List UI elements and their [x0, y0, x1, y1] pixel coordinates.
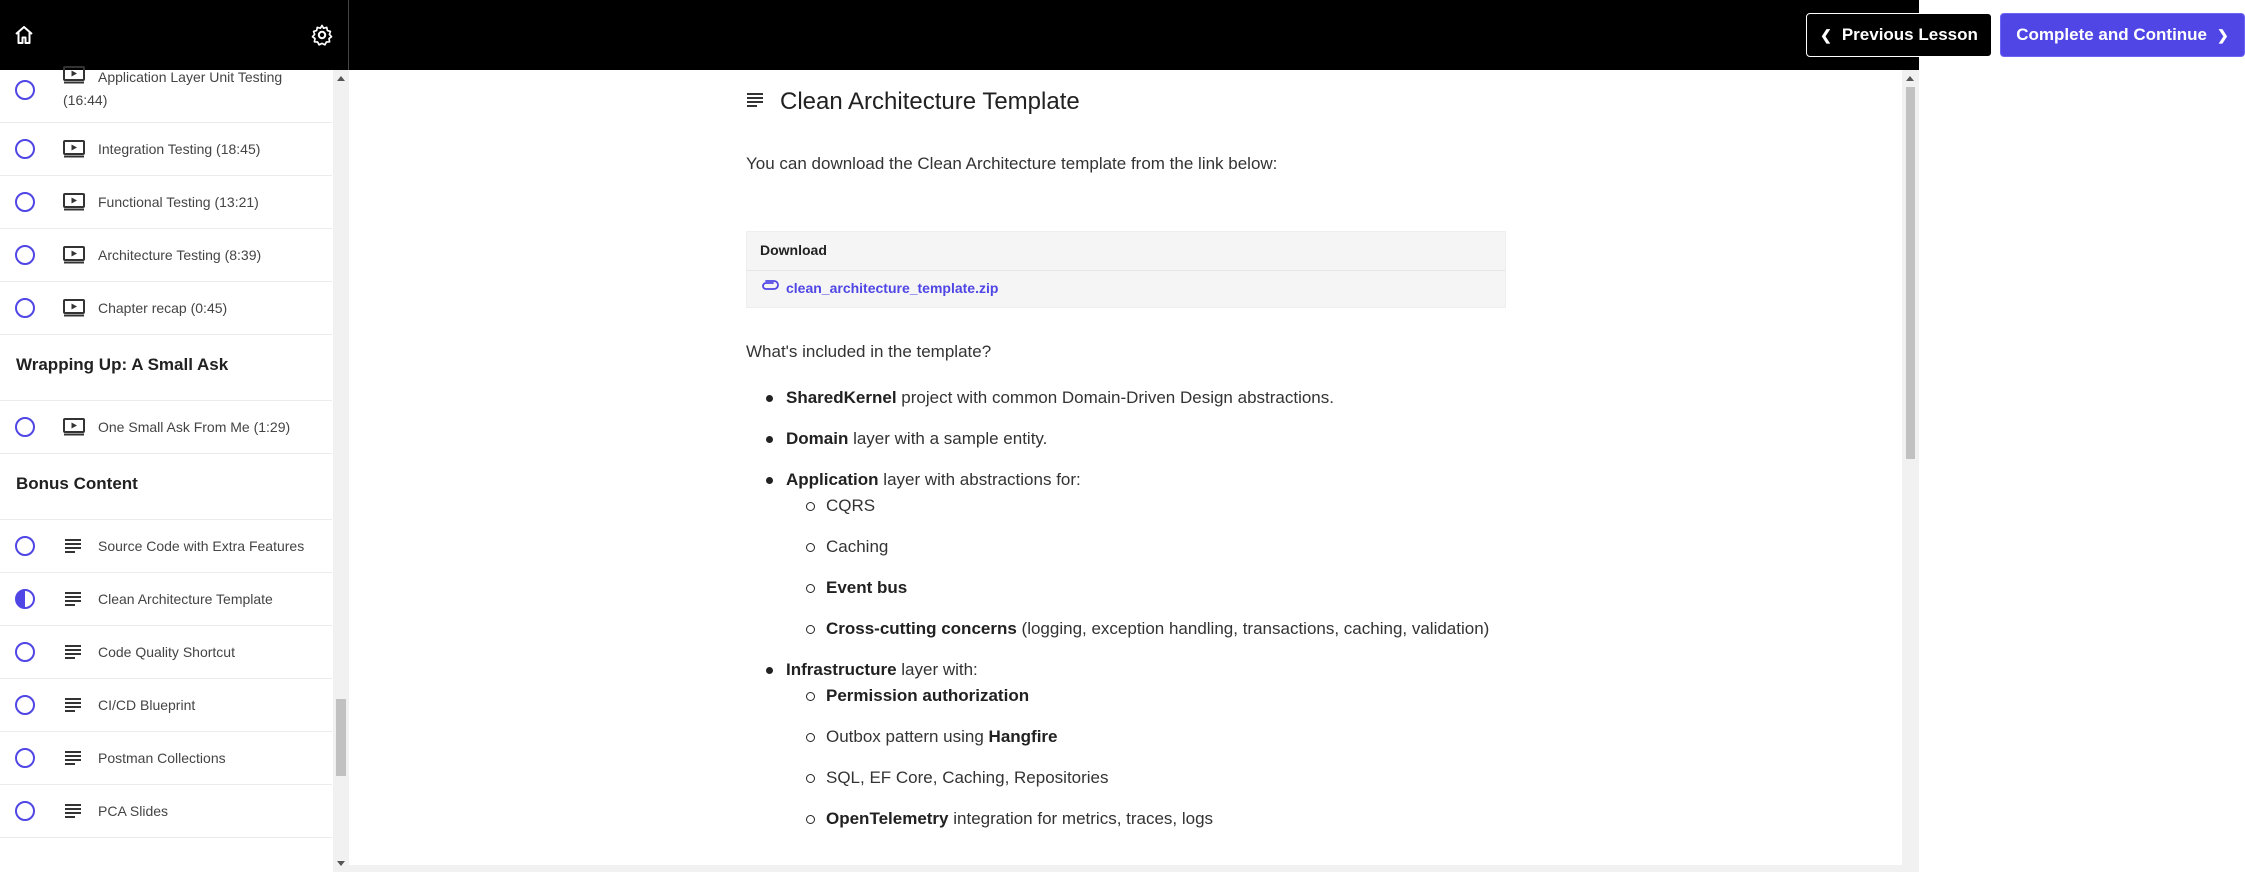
sidebar-lesson-item[interactable] — [0, 60, 332, 123]
list-item-text: Outbox pattern using — [826, 727, 989, 746]
list-item — [746, 467, 1506, 642]
bold-text: Permission authorization — [826, 686, 1030, 705]
sub-list-item — [786, 575, 1506, 601]
sub-list-item — [786, 493, 1506, 519]
video-lesson-icon — [63, 140, 85, 158]
text-lesson-icon — [63, 749, 85, 767]
sub-list-item — [786, 806, 1506, 832]
incomplete-status-icon — [15, 748, 35, 768]
sidebar-lesson-title: Integration Testing (18:45) — [98, 140, 261, 157]
list-item-text: layer with a sample entity. — [848, 429, 1048, 448]
bold-text: Application — [786, 470, 879, 489]
bold-text: SharedKernel — [786, 388, 897, 407]
previous-lesson-label: Previous Lesson — [1841, 25, 1978, 44]
sidebar-lesson-title: Functional Testing (13:21) — [98, 193, 259, 210]
list-item-text: layer with abstractions for: — [878, 470, 1081, 489]
bold-text: OpenTelemetry — [826, 809, 949, 828]
list-item-text: (logging, exception handling, transactions, caching, validation) — [1016, 619, 1490, 638]
incomplete-status-icon — [15, 139, 35, 159]
sidebar-lesson-title: Code Quality Shortcut — [98, 643, 235, 660]
section-title: Bonus Content — [0, 454, 332, 520]
sidebar-lesson-item[interactable] — [0, 785, 332, 838]
incomplete-status-icon — [15, 536, 35, 556]
sidebar-scrollbar[interactable] — [333, 70, 349, 872]
sidebar-lesson-item[interactable] — [0, 573, 332, 626]
text-lesson-icon — [63, 802, 85, 820]
sidebar-lesson-item[interactable] — [0, 282, 332, 335]
sidebar-lesson-title: Chapter recap (0:45) — [98, 299, 228, 316]
text-lesson-icon — [746, 88, 766, 116]
sidebar-scroll-thumb[interactable] — [336, 699, 346, 776]
sidebar-lesson-title: Application Layer Unit Testing (16:44) — [63, 69, 283, 108]
text-lesson-icon — [63, 537, 85, 555]
sidebar-lesson-item[interactable] — [0, 123, 332, 176]
text-lesson-icon — [63, 643, 85, 661]
video-lesson-icon — [63, 418, 85, 436]
paperclip-icon — [760, 279, 780, 296]
sidebar-lesson-item[interactable] — [0, 401, 332, 454]
incomplete-status-icon — [15, 245, 35, 265]
sub-list-item — [786, 683, 1506, 709]
bold-text: Infrastructure — [786, 660, 897, 679]
bold-text: Hangfire — [988, 727, 1058, 746]
sub-list-item — [786, 534, 1506, 560]
sidebar-lesson-item[interactable] — [0, 732, 332, 785]
incomplete-status-icon — [15, 695, 35, 715]
gear-icon[interactable] — [310, 23, 334, 47]
divider — [747, 270, 1505, 271]
sub-list-item — [786, 765, 1506, 791]
top-bar — [349, 0, 2229, 70]
scroll-up-icon[interactable] — [337, 76, 345, 81]
incomplete-status-icon — [15, 642, 35, 662]
sidebar-lesson-title: One Small Ask From Me (1:29) — [98, 418, 291, 435]
scroll-up-icon[interactable] — [1906, 76, 1914, 81]
sub-list — [786, 683, 1506, 832]
incomplete-status-icon — [15, 80, 35, 100]
list-item-text: integration for metrics, traces, logs — [948, 809, 1214, 828]
incomplete-status-icon — [15, 192, 35, 212]
horizontal-scrollbar[interactable] — [349, 865, 1902, 872]
sub-list — [786, 493, 1506, 642]
scroll-down-icon[interactable] — [337, 861, 345, 866]
complete-and-continue-button[interactable] — [2000, 13, 2245, 57]
sidebar-list — [0, 70, 332, 838]
content-scrollbar[interactable] — [1902, 70, 1919, 872]
complete-and-continue-label: Complete and Continue — [2016, 25, 2208, 44]
download-box — [746, 231, 1506, 308]
sidebar-lesson-title: Postman Collections — [98, 749, 226, 766]
text-lesson-icon — [63, 590, 85, 608]
list-item-text: CQRS — [826, 496, 876, 515]
sidebar-lesson-item[interactable] — [0, 626, 332, 679]
course-sidebar — [0, 70, 349, 872]
included-heading: What's included in the template? — [746, 342, 992, 361]
list-item-text: project with common Domain-Driven Design abstractions. — [896, 388, 1334, 407]
download-file-link[interactable] — [760, 279, 998, 296]
bold-text: Cross-cutting concerns — [826, 619, 1017, 638]
sidebar-lesson-item[interactable] — [0, 679, 332, 732]
in-progress-status-icon — [15, 589, 35, 609]
bold-text: Domain — [786, 429, 849, 448]
sidebar-lesson-title: CI/CD Blueprint — [98, 696, 196, 713]
download-filename: clean_architecture_template.zip — [786, 279, 999, 296]
list-item — [746, 657, 1506, 832]
sidebar-lesson-item[interactable] — [0, 229, 332, 282]
sidebar-lesson-item[interactable] — [0, 520, 332, 573]
sub-list-item — [786, 616, 1506, 642]
download-heading: Download — [760, 242, 827, 258]
list-item — [746, 426, 1506, 452]
video-lesson-icon — [63, 193, 85, 211]
lesson-content-area — [349, 70, 1919, 872]
sidebar-lesson-item[interactable] — [0, 176, 332, 229]
lesson-title-text: Clean Architecture Template — [780, 88, 1080, 115]
included-list — [746, 385, 1506, 847]
sidebar-lesson-title: PCA Slides — [98, 802, 169, 819]
sidebar-lesson-title: Clean Architecture Template — [98, 590, 273, 607]
lesson-title — [746, 88, 1080, 116]
section-title: Wrapping Up: A Small Ask — [0, 335, 332, 401]
incomplete-status-icon — [15, 298, 35, 318]
intro-text: You can download the Clean Architecture template from the link below: — [746, 154, 1278, 173]
video-lesson-icon — [63, 246, 85, 264]
list-item — [746, 385, 1506, 411]
sidebar-lesson-title: Source Code with Extra Features — [98, 537, 305, 554]
incomplete-status-icon — [15, 801, 35, 821]
list-item-text: Caching — [826, 537, 889, 556]
sidebar-lesson-title: Architecture Testing (8:39) — [98, 246, 262, 263]
chevron-right-icon: ❯ — [2217, 26, 2229, 43]
incomplete-status-icon — [15, 417, 35, 437]
chevron-left-icon: ❮ — [1820, 26, 1832, 43]
home-icon[interactable] — [12, 23, 36, 47]
list-item-text: SQL, EF Core, Caching, Repositories — [826, 768, 1109, 787]
content-scroll-thumb[interactable] — [1906, 87, 1915, 459]
text-lesson-icon — [63, 696, 85, 714]
list-item-text: layer with: — [896, 660, 978, 679]
previous-lesson-button[interactable] — [1806, 13, 1992, 57]
video-lesson-icon — [63, 299, 85, 317]
sub-list-item — [786, 724, 1506, 750]
bold-text: Event bus — [826, 578, 908, 597]
